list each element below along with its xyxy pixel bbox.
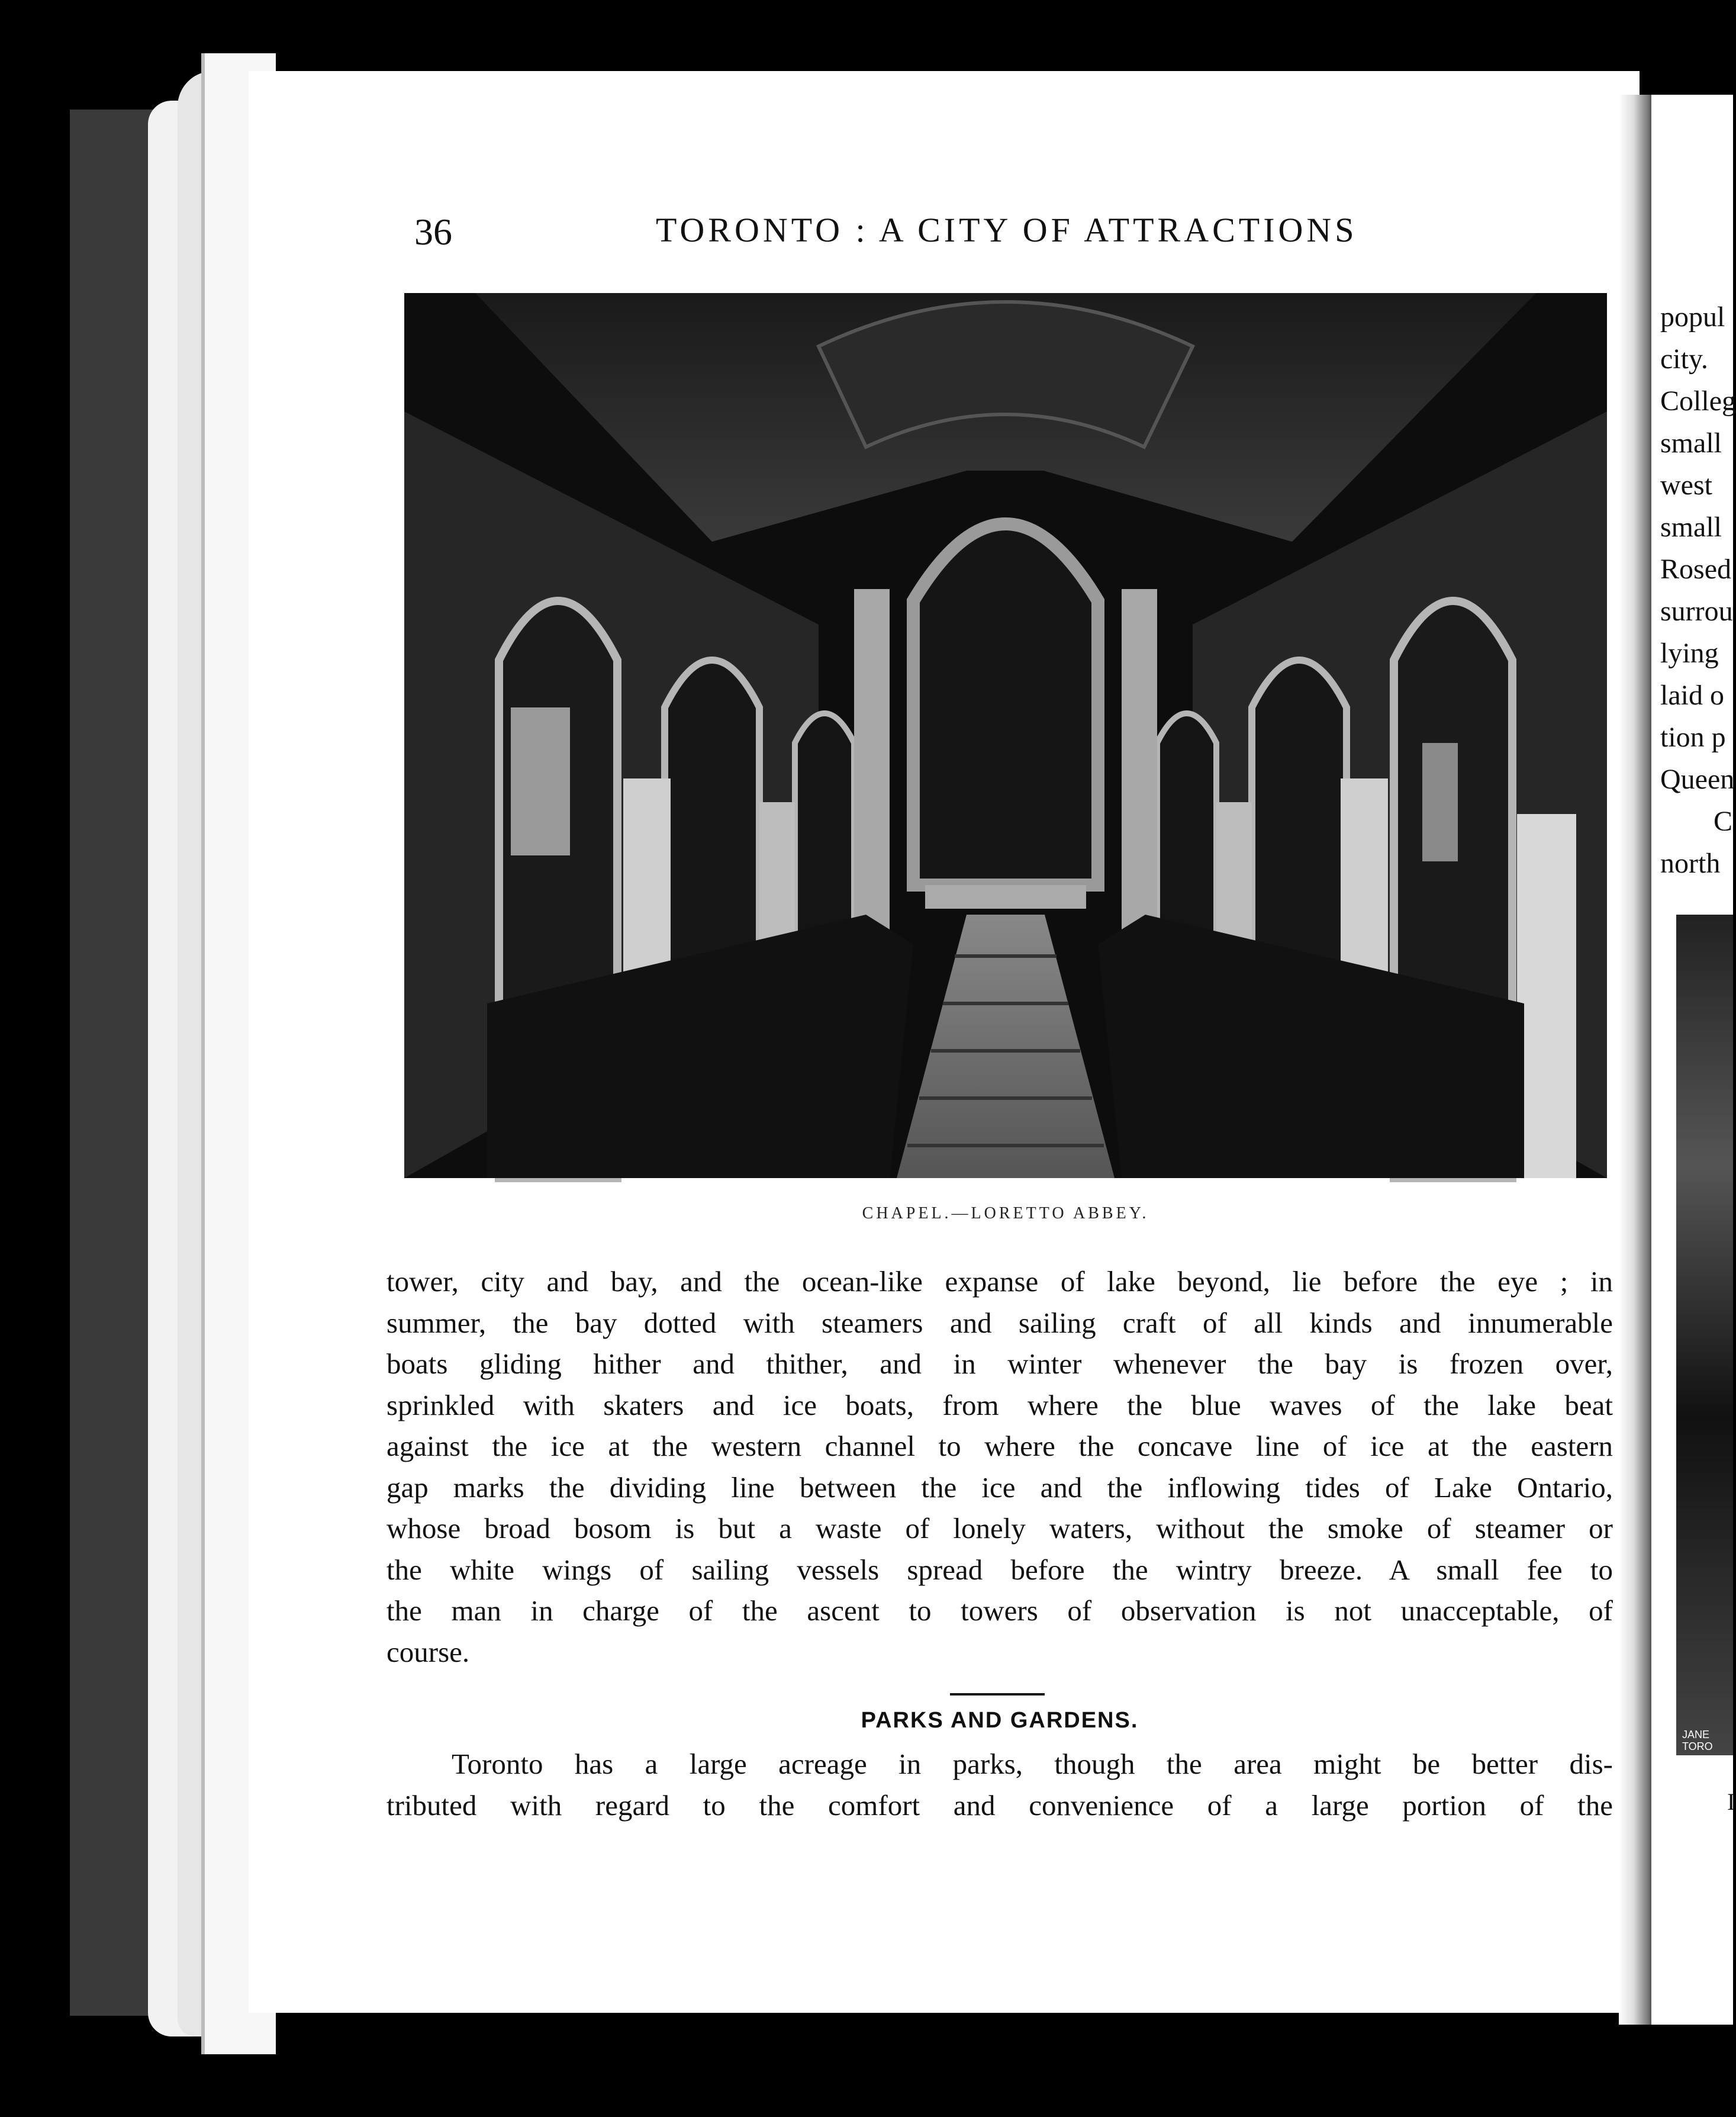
body-line: sprinkled with skaters and ice boats, from where the blue waves of the lake beat — [387, 1388, 1613, 1421]
section-divider — [950, 1693, 1045, 1695]
page-number: 36 — [414, 211, 452, 253]
facing-line: west — [1660, 469, 1712, 501]
body-line: course. — [387, 1635, 470, 1668]
body-line: against the ice at the western channel to where the concave line of ice at the eastern — [387, 1430, 1613, 1462]
section-paragraph — [387, 1743, 1613, 1826]
body-line: gap marks the dividing line between the ice and the inflowing tides of Lake Ontario, — [387, 1471, 1613, 1504]
book-cover-edge — [70, 110, 159, 2016]
facing-photo-label-line: JANE — [1682, 1729, 1710, 1740]
facing-line: surrou — [1660, 596, 1733, 627]
body-line: boats gliding hither and thither, and in winter whenever the bay is frozen over, — [387, 1347, 1613, 1380]
facing-line: city. — [1660, 343, 1708, 375]
section-line: tributed with regard to the comfort and convenience of a large portion of the — [387, 1788, 1613, 1822]
facing-line: north — [1660, 848, 1721, 879]
facing-line: lying — [1660, 638, 1719, 669]
body-line: summer, the bay dotted with steamers and sailing craft of all kinds and innumerable — [387, 1306, 1613, 1339]
facing-line: laid o — [1660, 680, 1724, 711]
facing-page-photograph — [1676, 915, 1733, 1755]
facing-photo-label-line: TORO — [1682, 1740, 1713, 1752]
facing-line: Colleg — [1660, 385, 1736, 417]
facing-line: small — [1660, 427, 1722, 459]
facing-line: Queen — [1660, 764, 1735, 795]
facing-page-text — [1660, 296, 1736, 884]
chapel-interior-illustration — [404, 293, 1607, 1178]
body-line: the white wings of sailing vessels spread before the wintry breeze. A small fee to — [387, 1553, 1613, 1586]
section-line: Toronto has a large acreage in parks, though the area might be better dis- — [452, 1748, 1613, 1780]
body-line: the man in charge of the ascent to towers of observation is not unacceptable, of — [387, 1594, 1613, 1627]
facing-line: small — [1660, 511, 1722, 543]
body-line: whose broad bosom is but a waste of lonely waters, without the smoke of steamer or — [387, 1512, 1613, 1545]
facing-line: tion p — [1660, 722, 1726, 753]
body-paragraph — [387, 1261, 1613, 1672]
facing-line: popul — [1660, 301, 1725, 333]
facing-page-mark: I — [1727, 1788, 1735, 1815]
figure-caption: CHAPEL.—LORETTO ABBEY. — [862, 1204, 1149, 1222]
facing-line: C — [1714, 806, 1733, 837]
facing-photo-label — [1682, 1729, 1713, 1752]
chapel-photograph — [404, 293, 1607, 1178]
section-heading: PARKS AND GARDENS. — [861, 1708, 1139, 1733]
running-title: TORONTO : A CITY OF ATTRACTIONS — [656, 211, 1358, 249]
body-line: tower, city and bay, and the ocean-like expanse of lake beyond, lie before the eye ; in — [387, 1265, 1613, 1298]
book-gutter — [1619, 95, 1656, 2025]
facing-line: Rosed — [1660, 554, 1731, 585]
